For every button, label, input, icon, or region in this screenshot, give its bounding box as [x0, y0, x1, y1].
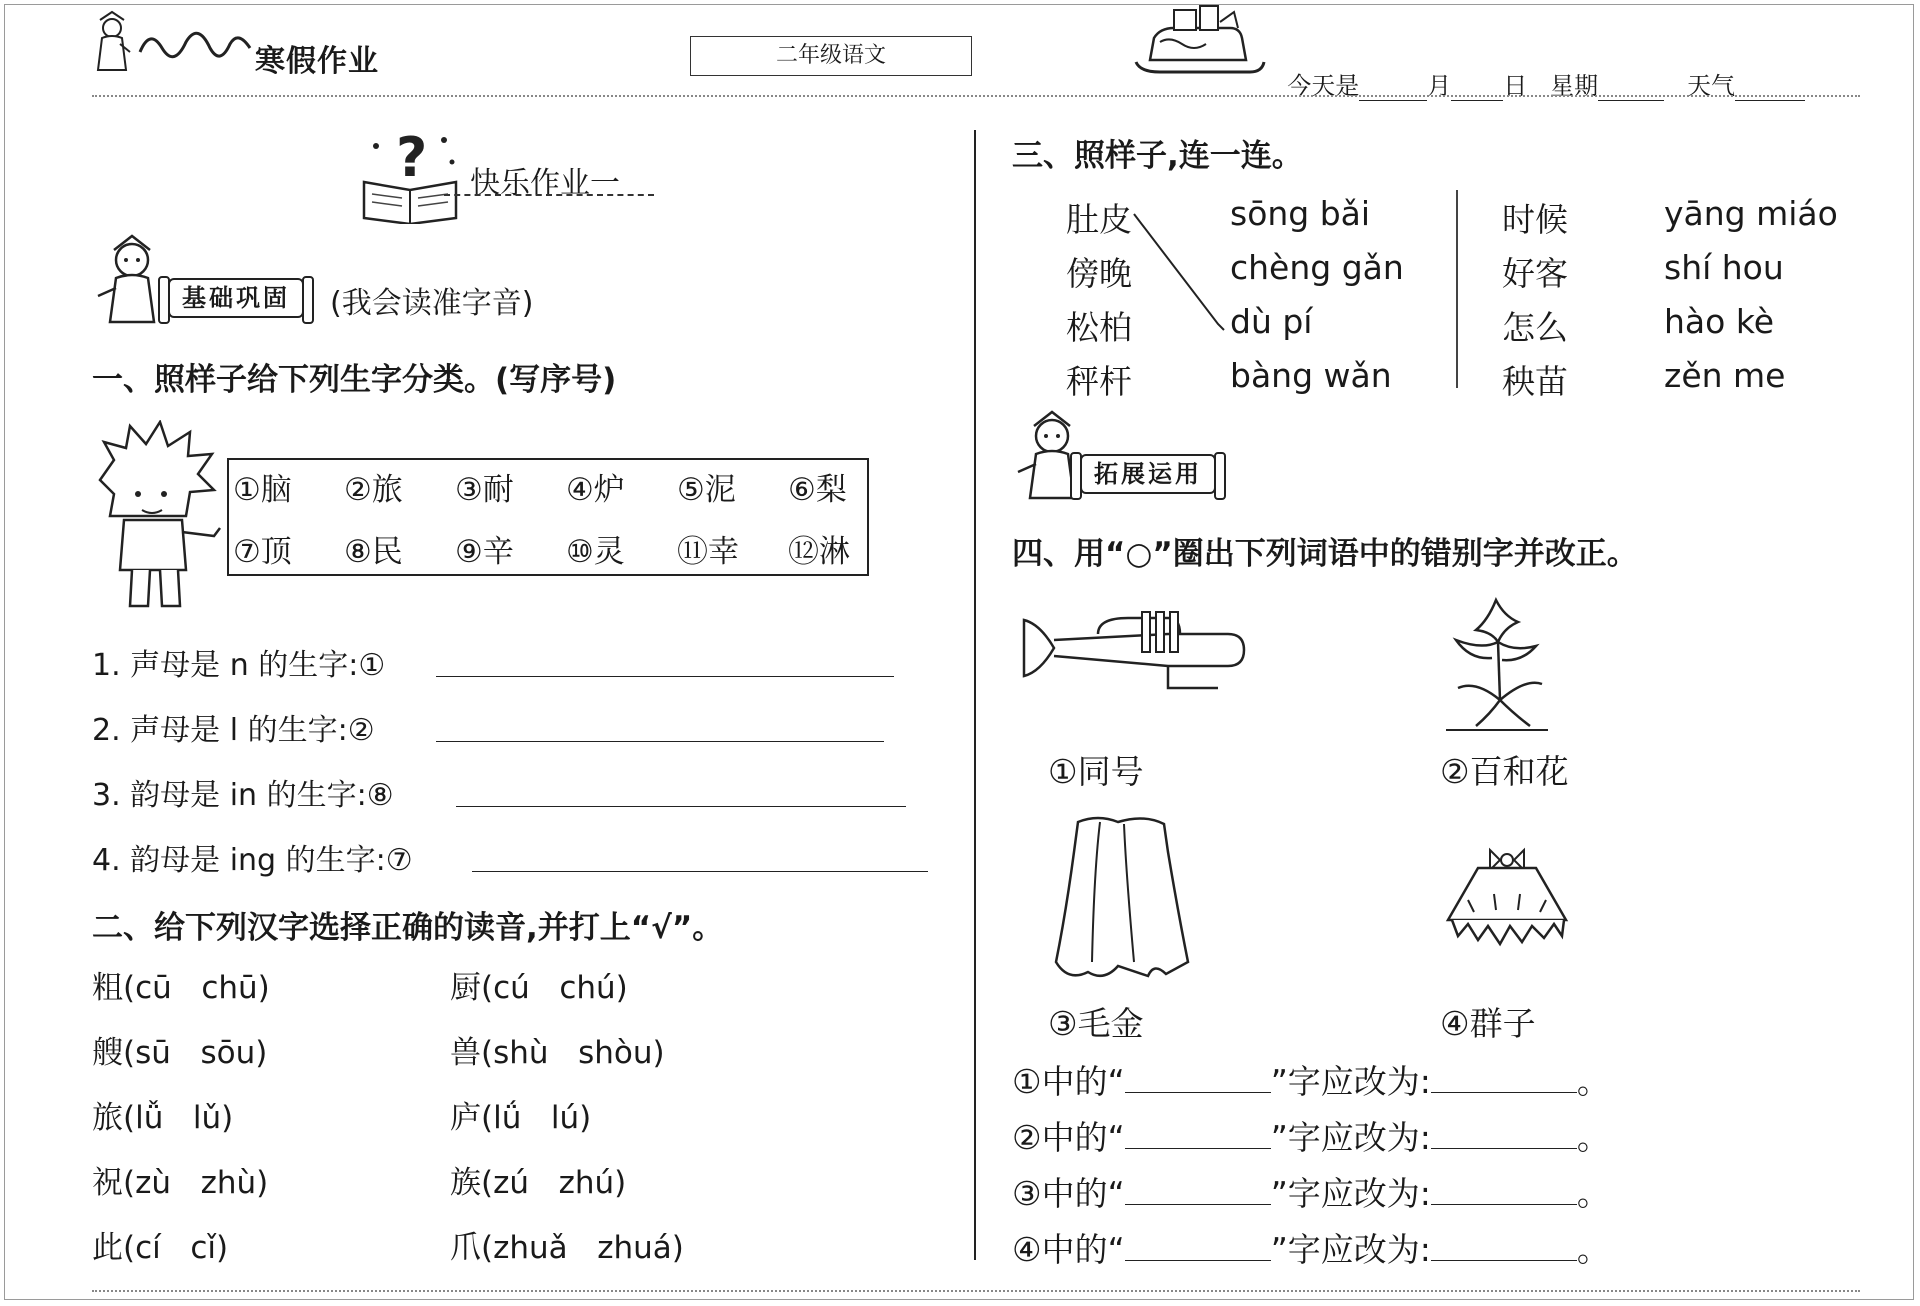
picture-caption-4: ④群子 — [1440, 1004, 1536, 1043]
character-option: ⑫淋 — [788, 534, 850, 570]
example-match-line — [1130, 210, 1226, 336]
answer-line[interactable] — [436, 741, 884, 742]
match-pinyin[interactable]: zěn me — [1664, 356, 1786, 395]
pinyin-choice[interactable]: 旅(lǚ lǔ) — [92, 1100, 234, 1136]
handwritten-answer: ① — [358, 648, 386, 683]
answer-prefix: ①中的“ — [1012, 1062, 1125, 1101]
match-pinyin[interactable]: hào kè — [1664, 302, 1775, 341]
answer-mid: ”字应改为: — [1270, 1062, 1431, 1101]
answer-line[interactable] — [456, 806, 906, 807]
svg-text:?: ? — [396, 126, 428, 189]
blanket-icon — [1048, 812, 1194, 988]
pinyin-choice[interactable]: 艘(sū sōu) — [92, 1035, 268, 1071]
character-option: ①脑 — [233, 472, 292, 508]
date-line — [1272, 38, 1805, 101]
correction-answer-line — [1012, 1112, 1610, 1159]
question-2-title: 二、给下列汉字选择正确的读音,并打上“√”。 — [92, 910, 724, 946]
answer-mid: ”字应改为: — [1270, 1118, 1431, 1157]
fill-in-label: 1. 声母是 n 的生字: — [92, 648, 359, 683]
answer-prefix: ③中的“ — [1012, 1174, 1125, 1213]
matching-divider — [1456, 190, 1458, 388]
date-weekday-label: 星期 — [1550, 72, 1599, 100]
fill-in-label: 4. 韵母是 ing 的生字: — [92, 843, 386, 878]
wrong-char-blank[interactable] — [1125, 1120, 1271, 1149]
character-option: ③耐 — [455, 472, 514, 508]
answer-mid: ”字应改为: — [1270, 1230, 1431, 1269]
handwritten-answer: ② — [347, 713, 375, 748]
pinyin-choice[interactable]: 厨(cú chú) — [450, 970, 628, 1006]
match-word[interactable]: 时候 — [1502, 200, 1568, 239]
character-option: ⑥梨 — [788, 472, 847, 508]
answer-prefix: ④中的“ — [1012, 1230, 1125, 1269]
correction-answer-line — [1012, 1224, 1610, 1271]
date-today-label: 今天是 — [1287, 72, 1360, 100]
character-box — [227, 458, 869, 576]
character-option: ⑩灵 — [566, 534, 625, 570]
column-divider — [974, 130, 976, 1260]
match-word[interactable]: 好客 — [1502, 254, 1568, 293]
character-option: ⑦顶 — [233, 534, 292, 570]
book-question-icon — [356, 126, 466, 228]
answer-end: 。 — [1576, 1174, 1610, 1213]
pinyin-choice[interactable]: 此(cí cǐ) — [92, 1230, 229, 1266]
question-3-title: 三、照样子,连一连。 — [1012, 138, 1303, 174]
pinyin-choice[interactable]: 兽(shù shòu) — [450, 1035, 665, 1071]
correction-answer-line — [1012, 1056, 1610, 1103]
match-word[interactable]: 傍晚 — [1066, 254, 1132, 293]
fill-in-label: 2. 声母是 l 的生字: — [92, 713, 348, 748]
match-pinyin[interactable]: chèng gǎn — [1230, 248, 1404, 287]
picture-caption-1: ①同号 — [1048, 752, 1144, 791]
correct-char-blank[interactable] — [1431, 1176, 1577, 1205]
picture-caption-3: ③毛金 — [1048, 1004, 1144, 1043]
happy-homework-title: 快乐作业一 — [470, 166, 620, 201]
match-word[interactable]: 松柏 — [1066, 308, 1132, 347]
answer-line[interactable] — [436, 676, 894, 677]
answer-mid: ”字应改为: — [1270, 1174, 1431, 1213]
header-divider — [92, 95, 1860, 97]
correct-char-blank[interactable] — [1431, 1232, 1577, 1261]
question-4-title: 四、用“○”圈出下列词语中的错别字并改正。 — [1012, 536, 1638, 572]
grade-label: 二年级语文 — [690, 36, 972, 76]
month-blank[interactable] — [1451, 76, 1503, 101]
pinyin-choice[interactable]: 祝(zù zhù) — [92, 1165, 269, 1201]
character-option: ⑪幸 — [677, 534, 739, 570]
wrong-char-blank[interactable] — [1125, 1232, 1271, 1261]
match-word[interactable]: 秤杆 — [1066, 362, 1132, 401]
match-word[interactable]: 怎么 — [1502, 308, 1568, 347]
answer-end: 。 — [1576, 1062, 1610, 1101]
date-weather-label: 天气 — [1687, 72, 1736, 100]
pinyin-choice[interactable]: 爪(zhuǎ zhuá) — [450, 1230, 684, 1266]
title-underline — [444, 194, 654, 196]
trumpet-icon — [1018, 604, 1250, 708]
match-pinyin[interactable]: yāng miáo — [1664, 194, 1838, 233]
question-1-title: 一、照样子给下列生字分类。(写序号) — [92, 362, 617, 398]
match-pinyin[interactable]: bàng wǎn — [1230, 356, 1392, 395]
match-pinyin[interactable]: dù pí — [1230, 302, 1313, 341]
match-pinyin[interactable]: sōng bǎi — [1230, 194, 1371, 233]
pinyin-choice[interactable]: 庐(lǘ lú) — [450, 1100, 592, 1136]
match-pinyin[interactable]: shí hou — [1664, 248, 1784, 287]
section-tag-basics: 基础巩固 — [168, 278, 304, 318]
sleigh-icon — [1130, 2, 1270, 80]
picture-caption-2: ②百和花 — [1440, 752, 1569, 791]
correct-char-blank[interactable] — [1431, 1064, 1577, 1093]
fill-in-item — [92, 640, 942, 684]
fill-in-item — [92, 835, 942, 879]
footer-divider — [92, 1290, 1860, 1292]
character-option: ⑤泥 — [677, 472, 736, 508]
character-option: ⑧民 — [344, 534, 403, 570]
year-blank[interactable] — [1359, 76, 1427, 101]
skirt-icon — [1438, 840, 1576, 956]
fill-in-item — [92, 705, 942, 749]
correct-char-blank[interactable] — [1431, 1120, 1577, 1149]
character-option: ④炉 — [566, 472, 625, 508]
character-option: ⑨辛 — [455, 534, 514, 570]
pinyin-choice[interactable]: 族(zú zhú) — [450, 1165, 627, 1201]
answer-line[interactable] — [472, 871, 928, 872]
handwritten-answer: ⑦ — [385, 843, 413, 878]
lily-flower-icon — [1436, 580, 1556, 736]
match-word[interactable]: 肚皮 — [1066, 200, 1132, 239]
section-note-basics: (我会读准字音) — [330, 286, 534, 321]
match-word[interactable]: 秧苗 — [1502, 362, 1568, 401]
brand-title: 寒假作业 — [255, 44, 379, 79]
weekday-blank[interactable] — [1598, 76, 1664, 101]
answer-prefix: ②中的“ — [1012, 1118, 1125, 1157]
wrong-char-blank[interactable] — [1125, 1176, 1271, 1205]
fill-in-label: 3. 韵母是 in 的生字: — [92, 778, 367, 813]
wrong-char-blank[interactable] — [1125, 1064, 1271, 1093]
section-tag-extension: 拓展运用 — [1080, 454, 1216, 494]
spiky-hair-boy-icon — [90, 420, 226, 622]
answer-end: 。 — [1576, 1118, 1610, 1157]
character-option: ②旅 — [344, 472, 403, 508]
answer-end: 。 — [1576, 1230, 1610, 1269]
fill-in-item — [92, 770, 942, 814]
pinyin-choice[interactable]: 粗(cū chū) — [92, 970, 270, 1006]
handwritten-answer: ⑧ — [366, 778, 394, 813]
weather-blank[interactable] — [1735, 76, 1805, 101]
correction-answer-line — [1012, 1168, 1610, 1215]
date-month-label: 月 — [1427, 72, 1452, 100]
date-day-label: 日 — [1503, 72, 1528, 100]
